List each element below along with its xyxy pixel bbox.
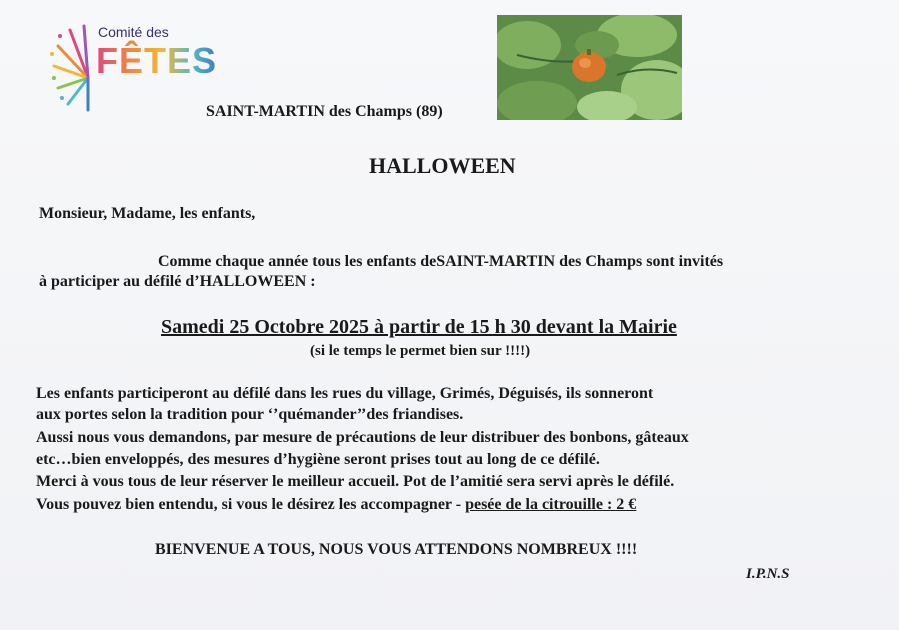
event-date-line: Samedi 25 Octobre 2025 à partir de 15 h 30 devant la Mairie <box>161 316 677 338</box>
body-line-6-text: Vous pouvez bien entendu, si vous le désirez les accompagner - <box>36 496 466 513</box>
closing-message: BIENVENUE A TOUS, NOUS VOUS ATTENDONS NOMBREUX !!!! <box>155 541 638 558</box>
logo-text-fetes: FÊTES <box>96 40 218 81</box>
village-name: SAINT-MARTIN des Champs (89) <box>206 103 443 120</box>
body-line-5: Merci à vous tous de leur réserver le meilleur accueil. Pot de l’amitié sera servi après le défilé. <box>36 473 675 490</box>
body-line-4: etc…bien enveloppés, des mesures d’hygiène seront prises tout au long de ce défilé. <box>36 451 600 468</box>
logo-text-comite: Comité des <box>98 24 169 40</box>
body-line-1: Les enfants participeront au défilé dans les rues du village, Grimés, Déguisés, ils sonneront <box>36 385 654 402</box>
intro-line-2: à participer au défilé d’HALLOWEEN : <box>39 273 316 290</box>
body-line-3: Aussi nous vous demandons, par mesure de précautions de leur distribuer des bonbons, gâteaux <box>36 429 689 446</box>
weather-note: (si le temps le permet bien sur !!!!) <box>310 343 531 359</box>
ipns-signature: I.P.N.S <box>746 566 790 582</box>
page-title: HALLOWEEN <box>369 153 516 178</box>
pumpkin-patch-photo <box>497 15 682 120</box>
pumpkin-weighing-price: pesée de la citrouille : 2 € <box>465 496 637 513</box>
body-line-6 <box>36 496 636 514</box>
body-line-2: aux portes selon la tradition pour ‘’quémander’’des friandises. <box>36 406 464 423</box>
comite-des-fetes-logo <box>48 18 218 113</box>
greeting: Monsieur, Madame, les enfants, <box>39 205 256 222</box>
intro-line-1: Comme chaque année tous les enfants deSAINT-MARTIN des Champs sont invités <box>158 253 724 270</box>
